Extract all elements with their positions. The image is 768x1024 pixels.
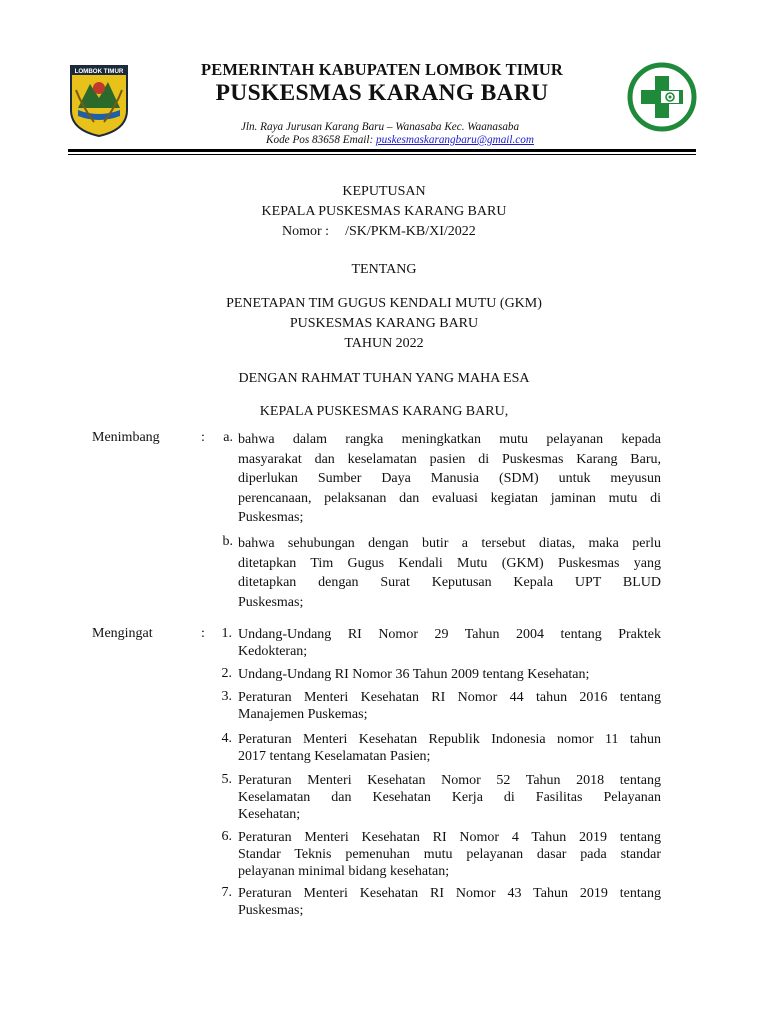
item-line: Peraturan Menteri Kesehatan Republik Indonesia nomor 11 tahun (238, 732, 661, 747)
item-line: pelayanan minimal bidang kesehatan; (238, 864, 450, 879)
item-line: diperlukan Sumber Daya Manusia (SDM) untuk meyusun (238, 471, 661, 486)
mengingat-colon: : (201, 626, 205, 641)
mengingat-item-3 (238, 689, 661, 723)
menimbang-item-b (238, 534, 661, 612)
item-line: Puskesmas; (238, 594, 304, 610)
mengingat-mark-1: 1. (221, 626, 232, 641)
item-line: Standar Teknis pemenuhan mutu pelayanan dasar pada standar (238, 847, 661, 862)
subject-line-3: TAHUN 2022 (344, 336, 424, 351)
mengingat-item-4 (238, 731, 661, 765)
postal-line (140, 134, 660, 146)
mengingat-mark-3: 3. (221, 689, 232, 704)
letterhead-rule-thick (68, 149, 696, 152)
postal-text: Kode Pos 83658 Email: (266, 134, 377, 146)
menimbang-mark-b: b. (222, 534, 233, 549)
item-line: ditetapkan dengan Surat Keputusan Kepala UPT BLUD (238, 575, 661, 590)
mengingat-item-6 (238, 829, 661, 880)
item-line: Peraturan Menteri Kesehatan RI Nomor 4 Tahun 2019 tentang (238, 830, 661, 845)
government-heading: PEMERINTAH KABUPATEN LOMBOK TIMUR (201, 60, 563, 79)
item-line: Kedokteran; (238, 644, 308, 659)
email-link[interactable]: puskesmaskarangbaru@gmail.com (376, 134, 534, 146)
item-line: Undang-Undang RI Nomor 29 Tahun 2004 tentang Praktek (238, 627, 661, 642)
mengingat-item-1 (238, 626, 661, 660)
item-line: Peraturan Menteri Kesehatan RI Nomor 44 tahun 2016 tentang (238, 690, 661, 705)
item-line: ditetapkan Tim Gugus Kendali Mutu (GKM) Puskesmas yang (238, 555, 661, 571)
nomor-line (282, 224, 476, 240)
mengingat-item-7 (238, 885, 661, 919)
item-line: Undang-Undang RI Nomor 36 Tahun 2009 tentang Kesehatan; (238, 667, 590, 682)
tentang-heading: TENTANG (351, 262, 417, 277)
nomor-label: Nomor : (282, 224, 330, 239)
rahmat-line: DENGAN RAHMAT TUHAN YANG MAHA ESA (238, 371, 530, 386)
menimbang-label: Menimbang (92, 430, 160, 445)
item-line: Kesehatan; (238, 807, 301, 822)
mengingat-label: Mengingat (92, 626, 153, 641)
mengingat-item-5 (238, 772, 661, 823)
item-line: Puskesmas; (238, 510, 304, 525)
menimbang-colon: : (201, 430, 205, 445)
menimbang-mark-a: a. (223, 430, 233, 445)
letterhead-rule-thin (68, 154, 696, 155)
kepala-closing-heading: KEPALA PUSKESMAS KARANG BARU, (259, 404, 509, 419)
subject-line-2: PUSKESMAS KARANG BARU (289, 316, 479, 331)
mengingat-mark-4: 4. (221, 731, 232, 746)
keputusan-heading: KEPUTUSAN (342, 184, 426, 199)
puskesmas-logo-icon (626, 60, 698, 134)
mengingat-mark-2: 2. (221, 666, 232, 681)
subject-line-1: PENETAPAN TIM GUGUS KENDALI MUTU (GKM) (226, 296, 542, 311)
mengingat-item-2 (238, 666, 661, 683)
nomor-value: /SK/PKM-KB/XI/2022 (345, 224, 476, 239)
crest-label: LOMBOK TIMUR (74, 68, 124, 76)
item-line: Manajemen Puskemas; (238, 707, 368, 722)
kepala-heading: KEPALA PUSKESMAS KARANG BARU (261, 204, 507, 219)
item-line: perencanaan, pelaksanan dan evaluasi kegiatan jaminan mutu di (238, 490, 661, 506)
organization-heading: PUSKESMAS KARANG BARU (215, 80, 549, 106)
address-line: Jln. Raya Jurusan Karang Baru – Wanasaba Kec. Waanasaba (240, 121, 520, 133)
item-line: Peraturan Menteri Kesehatan Nomor 52 Tahun 2018 tentang (238, 773, 661, 788)
item-line: bahwa sehubungan dengan butir a tersebut diatas, maka perlu (238, 536, 661, 551)
item-line: masyarakat dan keselamatan pasien di Puskesmas Karang Baru, (238, 451, 661, 467)
mengingat-mark-5: 5. (221, 772, 232, 787)
mengingat-mark-6: 6. (221, 829, 232, 844)
item-line: 2017 tentang Keselamatan Pasien; (238, 749, 431, 764)
menimbang-item-a (238, 430, 661, 528)
item-line: Keselamatan dan Kesehatan Kerja di Fasilitas Pelayanan (238, 790, 661, 805)
item-line: Peraturan Menteri Kesehatan RI Nomor 43 Tahun 2019 tentang (238, 886, 661, 901)
mengingat-mark-7: 7. (221, 885, 232, 900)
item-line: Puskesmas; (238, 903, 304, 918)
item-line: bahwa dalam rangka meningkatkan mutu pelayanan kepada (238, 432, 661, 447)
